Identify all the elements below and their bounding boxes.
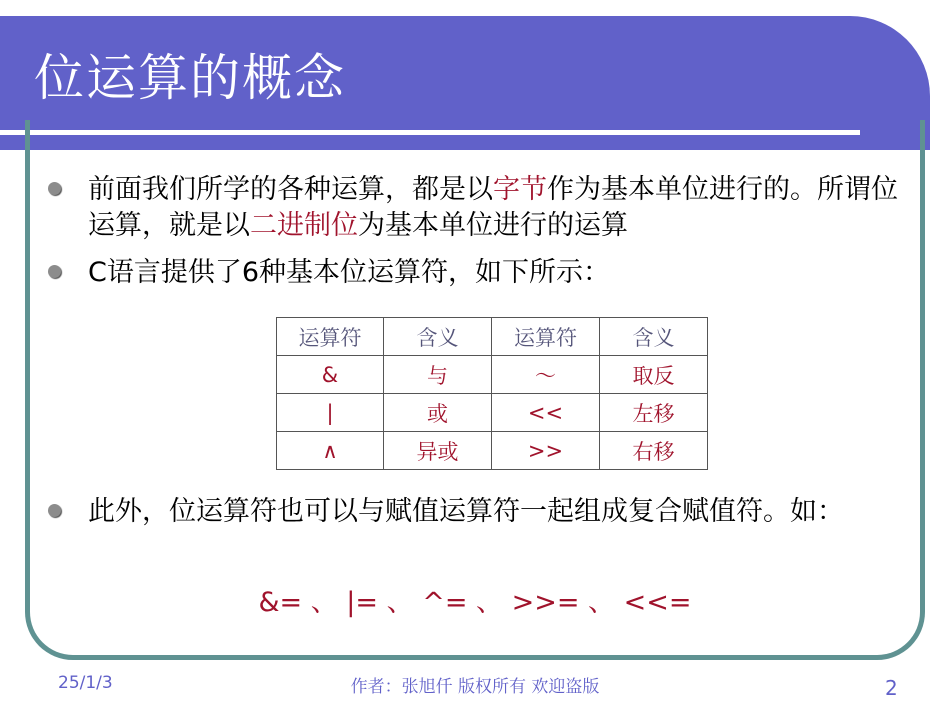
table-cell: 或 (384, 394, 492, 432)
slide-title: 位运算的概念 (34, 49, 346, 107)
highlight-byte: 字节 (493, 174, 547, 205)
table-row (277, 432, 708, 470)
footer-author: 作者：张旭仟 版权所有 欢迎盗版 (350, 677, 600, 697)
bullet-icon (48, 265, 61, 278)
bullet-item-1 (60, 172, 910, 244)
table-header-row (277, 318, 708, 356)
table-cell: 异或 (384, 432, 492, 470)
table-cell: 取反 (600, 356, 708, 394)
table-cell: 与 (384, 356, 492, 394)
bullet-item-2 (60, 255, 910, 291)
table-cell: >> (492, 432, 600, 470)
table-cell: ∧ (277, 432, 384, 470)
compound-assignment-operators: &= 、 |= 、 ^= 、 >>= 、 <<= (258, 587, 692, 618)
bullet-icon (48, 182, 61, 195)
table-row (277, 356, 708, 394)
page-number: 2 (885, 676, 898, 700)
header-cell: 含义 (600, 318, 708, 356)
table-cell: 左移 (600, 394, 708, 432)
table-cell: | (277, 394, 384, 432)
header-cell: 含义 (384, 318, 492, 356)
table-cell: << (492, 394, 600, 432)
bullet-item-3 (60, 494, 910, 530)
bullet-text-3: 此外，位运算符也可以与赋值运算符一起组成复合赋值符。如： (88, 496, 844, 527)
table-cell: ～ (492, 356, 600, 394)
operator-table (276, 317, 708, 470)
highlight-binary-bit: 二进制位 (250, 210, 358, 241)
footer-date: 25/1/3 (58, 673, 113, 693)
header-cell: 运算符 (492, 318, 600, 356)
table-cell: 右移 (600, 432, 708, 470)
table-row (277, 394, 708, 432)
bullet-text-2: C语言提供了6种基本位运算符，如下所示： (88, 257, 611, 288)
header-cell: 运算符 (277, 318, 384, 356)
bullet-icon (48, 504, 61, 517)
table-cell: & (277, 356, 384, 394)
bullet-text-1: 前面我们所学的各种运算，都是以字节作为基本单位进行的。所谓位运算，就是以二进制位为基本单位进行的运算 (88, 174, 898, 241)
